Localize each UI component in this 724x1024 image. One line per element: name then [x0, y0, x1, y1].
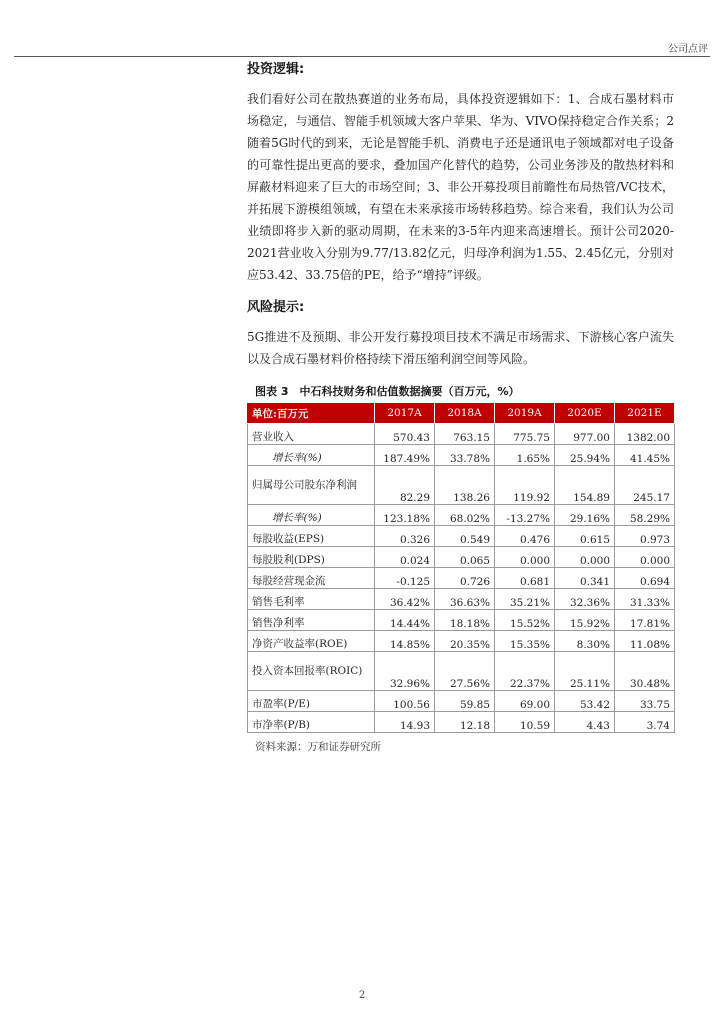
investment-logic-title: 投资逻辑:: [247, 62, 305, 77]
table-cell: 36.42%: [375, 589, 435, 610]
table-cell: 763.15: [435, 424, 495, 445]
table-cell: 187.49%: [375, 445, 435, 466]
header-year: 2020E: [555, 403, 615, 424]
table-cell: 68.02%: [435, 505, 495, 526]
row-label: 市盈率(P/E): [248, 691, 375, 712]
table-cell: 32.36%: [555, 589, 615, 610]
table-cell: 30.48%: [615, 652, 675, 691]
row-label: 销售净利率: [248, 610, 375, 631]
table-cell: 1.65%: [495, 445, 555, 466]
data-source-note: 资料来源：万和证券研究所: [255, 741, 381, 753]
header-tag: 公司点评: [668, 44, 708, 55]
header-divider: [14, 56, 710, 57]
row-label: 市净率(P/B): [248, 712, 375, 733]
table-cell: 27.56%: [435, 652, 495, 691]
table-row: [248, 610, 675, 631]
table-cell: 14.93: [375, 712, 435, 733]
table-cell: 25.11%: [555, 652, 615, 691]
investment-logic-body: 我们看好公司在散热赛道的业务布局，具体投资逻辑如下：1、合成石墨材料市场稳定，与通信、智能手机领域大客户苹果、华为、VIVO保持稳定合作关系；2随着5G时代的到来，无论是智能手机、消费电子还是通讯电子领域都对电子设备的可靠性提出更高的要求，叠加国产化替代的趋势，公司业务涉及的散热材料和屏蔽材料迎来了巨大的市场空间；3、非公开募投项目前瞻性布局热管/VC技术，并拓展下游模组领域，有望在未来承接市场转移趋势。综合来看，我们认为公司业绩即将步入新的驱动周期，在未来的3-5年内迎来高速增长。预计公司2020-2021营业收入分别为9.77/13.82亿元，归母净利润为1.55、2.45亿元，分别对应53.42、33.75倍的PE，给予“增持”评级。: [247, 92, 674, 282]
table-cell: 31.33%: [615, 589, 675, 610]
header-year: 2019A: [495, 403, 555, 424]
header-year: 2021E: [615, 403, 675, 424]
table-cell: 0.694: [615, 568, 675, 589]
row-label: 每股收益(EPS): [248, 526, 375, 547]
table-cell: 14.44%: [375, 610, 435, 631]
table-cell: 4.43: [555, 712, 615, 733]
table-header-row: [248, 403, 675, 424]
page-number: 2: [358, 990, 366, 1001]
table-title: 图表 3 中石科技财务和估值数据摘要（百万元，%）: [255, 385, 520, 398]
row-label: 增长率(%): [248, 445, 375, 466]
table-cell: 22.37%: [495, 652, 555, 691]
table-cell: 245.17: [615, 466, 675, 505]
table-cell: 570.43: [375, 424, 435, 445]
table-cell: 0.615: [555, 526, 615, 547]
table-cell: 123.18%: [375, 505, 435, 526]
table-cell: 36.63%: [435, 589, 495, 610]
table-cell: 0.973: [615, 526, 675, 547]
table-row: [248, 547, 675, 568]
report-content: [247, 60, 674, 754]
row-label: 归属母公司股东净利润: [248, 466, 375, 505]
table-cell: 0.024: [375, 547, 435, 568]
row-label: 销售毛利率: [248, 589, 375, 610]
table-cell: 0.000: [495, 547, 555, 568]
table-cell: 3.74: [615, 712, 675, 733]
table-cell: -13.27%: [495, 505, 555, 526]
table-cell: 18.18%: [435, 610, 495, 631]
row-label: 增长率(%): [248, 505, 375, 526]
table-cell: 10.59: [495, 712, 555, 733]
table-cell: 0.549: [435, 526, 495, 547]
table-cell: 154.89: [555, 466, 615, 505]
risk-title: 风险提示:: [247, 300, 305, 315]
table-cell: 1382.00: [615, 424, 675, 445]
header-year: 2018A: [435, 403, 495, 424]
table-cell: 12.18: [435, 712, 495, 733]
header-year: 2017A: [375, 403, 435, 424]
row-label: 投入资本回报率(ROIC): [248, 652, 375, 691]
table-cell: 0.000: [615, 547, 675, 568]
table-row: [248, 424, 675, 445]
table-cell: 0.476: [495, 526, 555, 547]
table-cell: 82.29: [375, 466, 435, 505]
table-cell: 15.35%: [495, 631, 555, 652]
table-cell: 15.92%: [555, 610, 615, 631]
table-cell: 69.00: [495, 691, 555, 712]
table-cell: 0.726: [435, 568, 495, 589]
row-label: 每股经营现金流: [248, 568, 375, 589]
table-cell: 59.85: [435, 691, 495, 712]
table-row: [248, 589, 675, 610]
table-cell: 0.681: [495, 568, 555, 589]
table-cell: 977.00: [555, 424, 615, 445]
table-cell: 20.35%: [435, 631, 495, 652]
table-cell: 11.08%: [615, 631, 675, 652]
table-cell: 119.92: [495, 466, 555, 505]
table-row: [248, 466, 675, 505]
table-cell: 100.56: [375, 691, 435, 712]
table-row: [248, 568, 675, 589]
table-cell: 33.75: [615, 691, 675, 712]
table-cell: 0.065: [435, 547, 495, 568]
table-row: [248, 526, 675, 547]
table-cell: 17.81%: [615, 610, 675, 631]
row-label: 营业收入: [248, 424, 375, 445]
table-row: [248, 712, 675, 733]
table-cell: 15.52%: [495, 610, 555, 631]
table-cell: 0.000: [555, 547, 615, 568]
table-row: [248, 691, 675, 712]
table-row: [248, 631, 675, 652]
table-cell: 8.30%: [555, 631, 615, 652]
table-row: [248, 445, 675, 466]
table-cell: 33.78%: [435, 445, 495, 466]
row-label: 每股股利(DPS): [248, 547, 375, 568]
header-unit: 单位:百万元: [248, 403, 375, 424]
table-cell: 0.326: [375, 526, 435, 547]
table-cell: 14.85%: [375, 631, 435, 652]
table-row: [248, 652, 675, 691]
table-cell: 35.21%: [495, 589, 555, 610]
table-cell: 53.42: [555, 691, 615, 712]
table-row: [248, 505, 675, 526]
table-cell: -0.125: [375, 568, 435, 589]
table-cell: 29.16%: [555, 505, 615, 526]
table-cell: 32.96%: [375, 652, 435, 691]
table-cell: 58.29%: [615, 505, 675, 526]
table-cell: 775.75: [495, 424, 555, 445]
financial-summary-table: [247, 402, 675, 733]
table-cell: 25.94%: [555, 445, 615, 466]
table-cell: 0.341: [555, 568, 615, 589]
risk-body: 5G推进不及预期、非公开发行募投项目技术不满足市场需求、下游核心客户流失以及合成石墨材料价格持续下滑压缩利润空间等风险。: [247, 330, 674, 366]
table-cell: 138.26: [435, 466, 495, 505]
table-cell: 41.45%: [615, 445, 675, 466]
row-label: 净资产收益率(ROE): [248, 631, 375, 652]
